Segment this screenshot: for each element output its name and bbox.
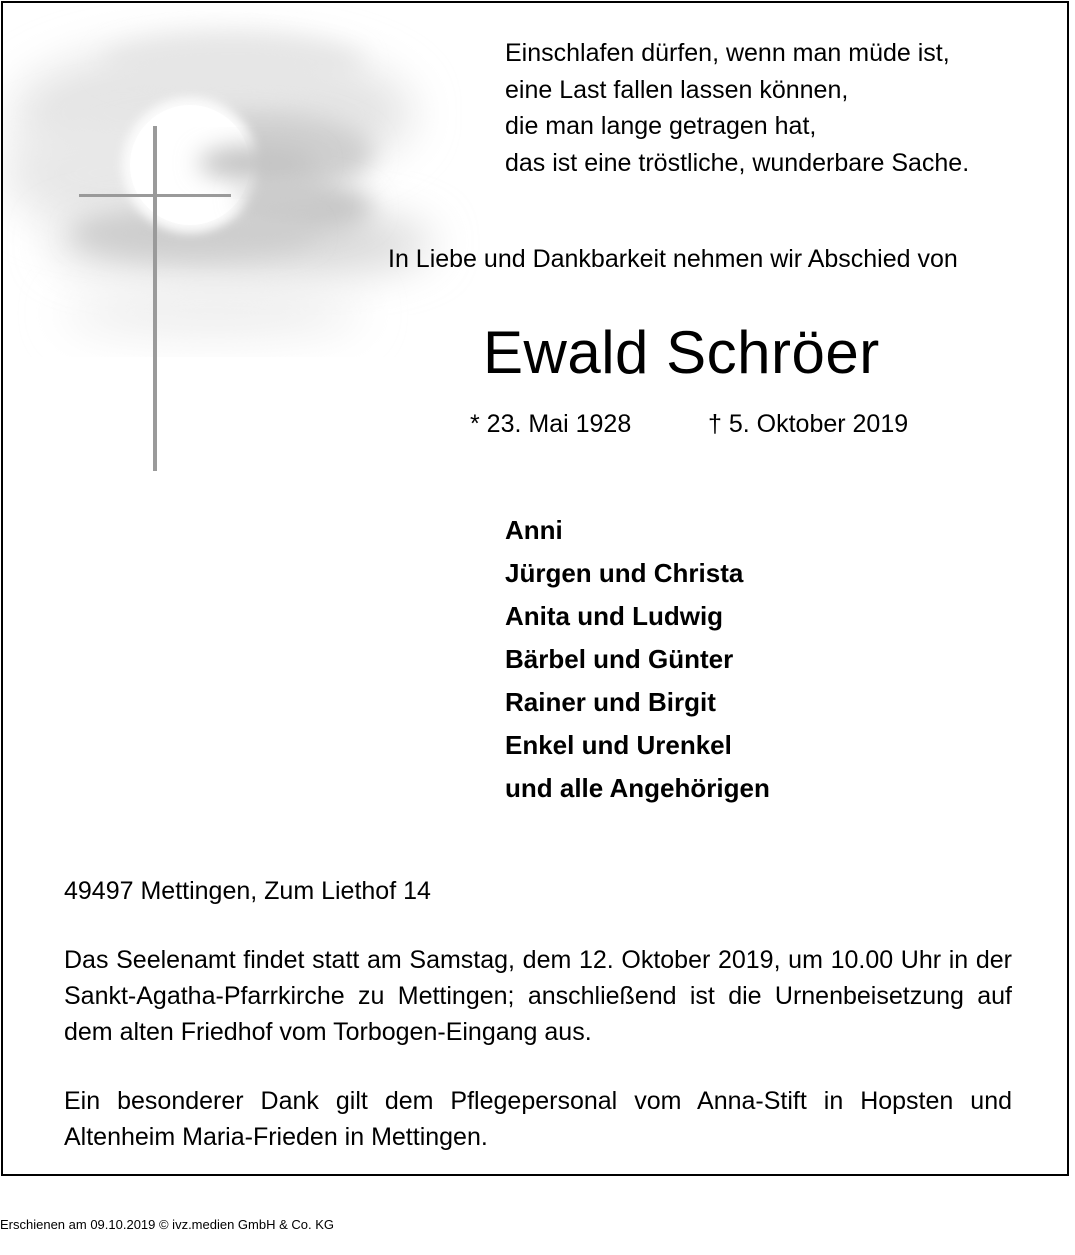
deceased-name: Ewald Schröer — [483, 319, 880, 386]
thanks-paragraph: Ein besonderer Dank gilt dem Pflegepersonal vom Anna-Stift in Hopsten und Altenheim Maria-Frieden in Mettingen. — [64, 1087, 1012, 1151]
poem — [505, 35, 969, 181]
farewell-text: In Liebe und Dankbarkeit nehmen wir Abschied von — [388, 245, 958, 273]
poem-line: eine Last fallen lassen können, — [505, 75, 849, 104]
mourners-list — [505, 509, 770, 810]
death-date: † 5. Oktober 2019 — [708, 410, 909, 438]
address: 49497 Mettingen, Zum Liethof 14 — [64, 877, 431, 905]
poem-line: die man lange getragen hat, — [505, 112, 817, 140]
publication-footer: Erschienen am 09.10.2019 © ivz.medien GmbH & Co. KG — [0, 1217, 335, 1232]
mourner-entry: Enkel und Urenkel — [505, 730, 732, 760]
mourner-entry: Rainer und Birgit — [505, 687, 716, 717]
mourner-entry: Bärbel und Günter — [505, 644, 734, 674]
obituary-frame — [1, 1, 1069, 1176]
poem-line: das ist eine tröstliche, wunderbare Sache. — [505, 148, 970, 177]
service-paragraph: Das Seelenamt findet statt am Samstag, dem 12. Oktober 2019, um 10.00 Uhr in der Sankt-Agatha-Pfarrkirche zu Mettingen; anschließend ist die Urnenbeisetzung auf dem alten Friedhof vom Torbogen-Eingang aus. — [64, 946, 1012, 1046]
poem-line: Einschlafen dürfen, wenn man müde ist, — [505, 39, 950, 67]
mourner-entry: Anni — [505, 515, 563, 545]
mourner-entry: und alle Angehörigen — [505, 773, 770, 803]
cloud-moon-cross-artwork — [3, 3, 483, 483]
birth-date: * 23. Mai 1928 — [470, 410, 632, 438]
mourner-entry: Anita und Ludwig — [505, 601, 724, 631]
mourner-entry: Jürgen und Christa — [505, 558, 744, 588]
